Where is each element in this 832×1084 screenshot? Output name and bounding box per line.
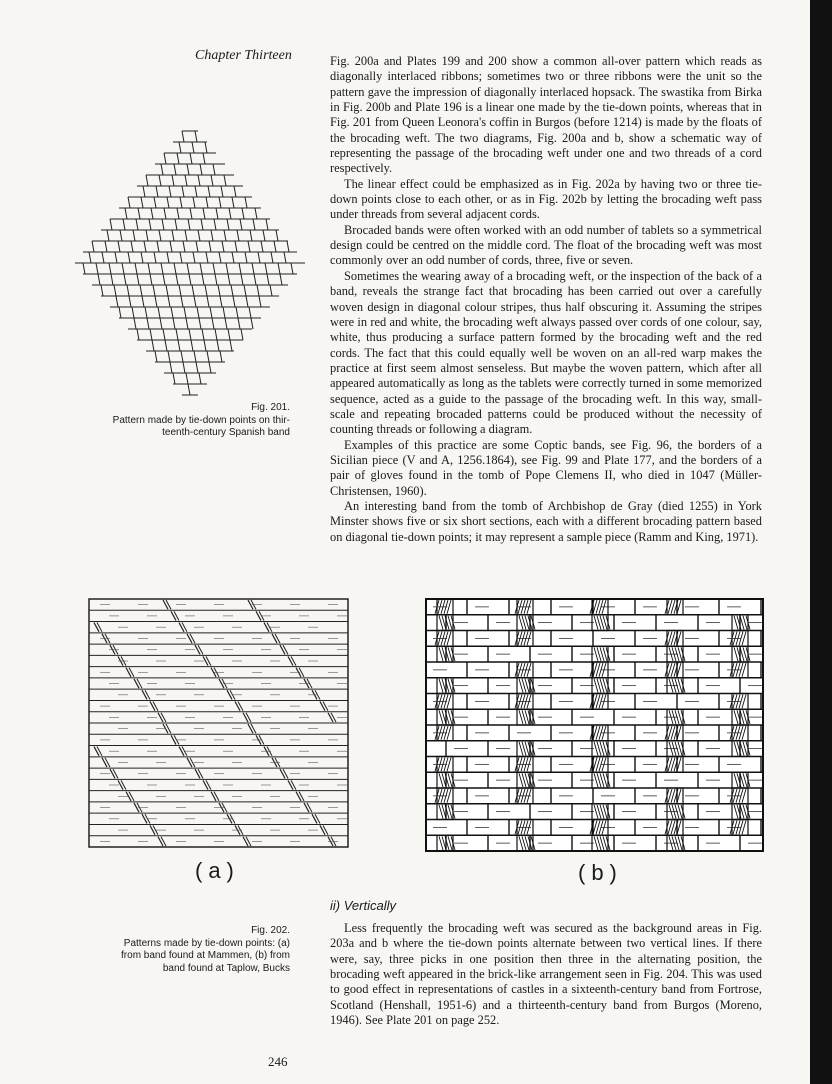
tie-down-mark bbox=[194, 351, 196, 362]
tie-down-mark bbox=[173, 373, 175, 384]
tie-down-mark bbox=[187, 164, 189, 175]
tie-down-mark bbox=[246, 296, 248, 307]
tie-down-mark bbox=[142, 296, 144, 307]
tie-down-mark bbox=[263, 230, 265, 241]
tie-down-mark bbox=[115, 252, 117, 263]
tie-down-mark bbox=[174, 164, 176, 175]
tie-down-mark bbox=[169, 186, 171, 197]
tie-down-mark bbox=[159, 230, 161, 241]
tie-down-mark bbox=[171, 307, 173, 318]
tie-down-mark bbox=[232, 197, 234, 208]
tie-down-mark bbox=[252, 263, 254, 274]
tie-down-mark bbox=[137, 274, 139, 285]
tie-down-mark bbox=[161, 164, 163, 175]
tie-down-mark bbox=[157, 241, 159, 252]
figure-202a-label: (a) bbox=[195, 858, 240, 883]
tie-down-mark bbox=[212, 318, 214, 329]
figure-201-caption: Fig. 201. Pattern made by tie-down points on thir- teenth-century Spanish band bbox=[112, 402, 290, 438]
tie-down-mark bbox=[193, 252, 195, 263]
paragraph: The linear effect could be emphasized as in Fig. 202a by having two or three tie-down points close to each other, or as in Fig. 202b by letting the brocading weft pass under threads from several adjacent cords. bbox=[330, 176, 762, 222]
tie-down-mark bbox=[245, 197, 247, 208]
tie-down-mark bbox=[83, 263, 85, 274]
tie-down-mark bbox=[153, 285, 155, 296]
tie-down-mark bbox=[265, 263, 267, 274]
figure-202b-pattern bbox=[425, 598, 765, 854]
tie-down-mark bbox=[271, 252, 273, 263]
tie-down-mark bbox=[202, 274, 204, 285]
tie-down-mark bbox=[218, 285, 220, 296]
tie-down-mark bbox=[190, 208, 192, 219]
tie-down-mark bbox=[241, 329, 243, 340]
tie-down-mark bbox=[198, 230, 200, 241]
tie-down-mark bbox=[235, 241, 237, 252]
tie-down-mark bbox=[203, 153, 205, 164]
tie-down-mark bbox=[291, 263, 293, 274]
paragraph: Examples of this practice are some Coptic bands, see Fig. 96, the borders of a Sicilian piece (V and A, 1256.1864), see Fig. 99 and Plate 177, and the borders of a pair of gloves found in the tomb of Pope Clemens II, who died in 1047 (Müller-Christensen, 1960). bbox=[330, 437, 762, 498]
tie-down-mark bbox=[196, 241, 198, 252]
tie-down-mark bbox=[129, 296, 131, 307]
tie-down-mark bbox=[134, 318, 136, 329]
tie-down-mark bbox=[205, 285, 207, 296]
tie-down-mark bbox=[230, 340, 232, 351]
tie-down-mark bbox=[207, 351, 209, 362]
tie-down-mark bbox=[199, 373, 201, 384]
tie-down-mark bbox=[216, 208, 218, 219]
tie-down-mark bbox=[228, 329, 230, 340]
tie-down-mark bbox=[109, 263, 111, 274]
figure-202a-pattern bbox=[88, 598, 350, 850]
tie-down-mark bbox=[184, 307, 186, 318]
tie-down-mark bbox=[164, 153, 166, 164]
tie-down-mark bbox=[267, 274, 269, 285]
tie-down-mark bbox=[176, 329, 178, 340]
tie-down-mark bbox=[136, 219, 138, 230]
tie-down-mark bbox=[124, 274, 126, 285]
tie-down-mark bbox=[224, 175, 226, 186]
tie-down-mark bbox=[205, 142, 207, 153]
tie-down-mark bbox=[195, 186, 197, 197]
tie-down-mark bbox=[168, 296, 170, 307]
tie-down-mark bbox=[228, 274, 230, 285]
tie-down-mark bbox=[170, 362, 172, 373]
tie-down-mark bbox=[151, 208, 153, 219]
tie-down-mark bbox=[155, 351, 157, 362]
tie-down-mark bbox=[137, 329, 139, 340]
tie-down-mark bbox=[259, 296, 261, 307]
tie-down-mark bbox=[193, 197, 195, 208]
tie-down-mark bbox=[234, 186, 236, 197]
tie-down-mark bbox=[163, 274, 165, 285]
tie-down-mark bbox=[116, 296, 118, 307]
tie-down-mark bbox=[191, 340, 193, 351]
tie-down-mark bbox=[138, 208, 140, 219]
tie-down-mark bbox=[182, 186, 184, 197]
tie-down-mark bbox=[181, 351, 183, 362]
tie-down-mark bbox=[197, 307, 199, 318]
figure-202b-label: (b) bbox=[578, 860, 623, 885]
tie-down-mark bbox=[183, 241, 185, 252]
tie-down-mark bbox=[198, 175, 200, 186]
tie-down-mark bbox=[220, 351, 222, 362]
tie-down-mark bbox=[219, 197, 221, 208]
tie-down-mark bbox=[270, 285, 272, 296]
tie-down-mark bbox=[192, 285, 194, 296]
tie-down-mark bbox=[186, 318, 188, 329]
tie-down-mark bbox=[231, 285, 233, 296]
paragraph: An interesting band from the tomb of Archbishop de Gray (died 1255) in York Minster shows five or six short sections, each with a different brocading pattern based on diagonal tie-down points; it may represent a sample piece (Ramm and King, 1971). bbox=[330, 498, 762, 544]
tie-down-mark bbox=[211, 175, 213, 186]
tie-down-mark bbox=[144, 241, 146, 252]
tie-down-mark bbox=[182, 131, 184, 142]
tie-down-mark bbox=[127, 285, 129, 296]
tie-down-mark bbox=[141, 197, 143, 208]
tie-down-mark bbox=[215, 274, 217, 285]
tie-down-mark bbox=[135, 263, 137, 274]
tie-down-mark bbox=[161, 263, 163, 274]
figure-201-diamond-pattern bbox=[75, 125, 305, 400]
tie-down-mark bbox=[125, 208, 127, 219]
tie-down-mark bbox=[202, 329, 204, 340]
tie-down-mark bbox=[261, 241, 263, 252]
tie-down-mark bbox=[225, 318, 227, 329]
tie-down-mark bbox=[239, 263, 241, 274]
tie-down-mark bbox=[150, 274, 152, 285]
tie-down-mark bbox=[140, 285, 142, 296]
tie-down-mark bbox=[257, 285, 259, 296]
tie-down-mark bbox=[245, 252, 247, 263]
paragraph: Sometimes the wearing away of a brocading weft, or the inspection of the back of a band, reveals the strange fact that brocading has been carried out over a carefully woven design in diagonal colour stripes, thus half obscuring it. Assuming the stripes were in red and white, the brocading weft always passed over cords of one colour, say, white, thus producing a surface pattern formed by the brocading weft and the red cords. The fact that this could equally well be woven on an all-red warp makes the practice at first seem almost senseless. But maybe the woven pattern, which after all appeared automatically as long as the tablets were correctly turned in some memorized sequence, acted as a guide to the passage of the brocading weft. In this way, small-scale and repeating brocaded patterns could be produced without the necessity of counting threads or following a diagram. bbox=[330, 268, 762, 437]
tie-down-mark bbox=[183, 362, 185, 373]
tie-down-mark bbox=[178, 340, 180, 351]
tie-down-mark bbox=[105, 241, 107, 252]
tie-down-mark bbox=[190, 153, 192, 164]
tie-down-mark bbox=[119, 307, 121, 318]
tie-down-mark bbox=[156, 186, 158, 197]
tie-down-mark bbox=[132, 307, 134, 318]
tie-down-mark bbox=[150, 329, 152, 340]
tie-down-mark bbox=[210, 307, 212, 318]
tie-down-mark bbox=[253, 219, 255, 230]
tie-down-mark bbox=[206, 197, 208, 208]
tie-down-mark bbox=[188, 219, 190, 230]
chapter-title: Chapter Thirteen bbox=[195, 48, 292, 63]
tie-down-mark bbox=[255, 208, 257, 219]
tie-down-mark bbox=[213, 164, 215, 175]
tie-down-mark bbox=[280, 274, 282, 285]
tie-down-mark bbox=[146, 175, 148, 186]
tie-down-mark bbox=[274, 241, 276, 252]
tie-down-mark bbox=[167, 197, 169, 208]
tie-down-mark bbox=[244, 285, 246, 296]
tie-down-mark bbox=[148, 263, 150, 274]
tie-down-mark bbox=[200, 164, 202, 175]
page-number: 246 bbox=[268, 1054, 288, 1069]
tie-down-mark bbox=[165, 340, 167, 351]
tie-down-mark bbox=[185, 230, 187, 241]
tie-down-mark bbox=[177, 208, 179, 219]
tie-down-mark bbox=[180, 197, 182, 208]
tie-down-mark bbox=[186, 373, 188, 384]
tie-down-mark bbox=[258, 252, 260, 263]
tie-down-mark bbox=[189, 274, 191, 285]
tie-down-mark bbox=[172, 230, 174, 241]
tie-down-mark bbox=[284, 252, 286, 263]
tie-down-mark bbox=[208, 186, 210, 197]
tie-down-mark bbox=[188, 384, 190, 395]
tie-down-mark bbox=[179, 142, 181, 153]
tie-down-mark bbox=[107, 230, 109, 241]
tie-down-mark bbox=[238, 318, 240, 329]
tie-down-mark bbox=[233, 296, 235, 307]
tie-down-mark bbox=[192, 142, 194, 153]
tie-down-mark bbox=[160, 318, 162, 329]
tie-down-mark bbox=[223, 307, 225, 318]
tie-down-mark bbox=[96, 263, 98, 274]
tie-down-mark bbox=[180, 252, 182, 263]
tie-down-mark bbox=[287, 241, 289, 252]
tie-down-mark bbox=[196, 362, 198, 373]
tie-down-mark bbox=[251, 318, 253, 329]
tie-down-mark bbox=[146, 230, 148, 241]
tie-down-mark bbox=[194, 296, 196, 307]
tie-down-mark bbox=[89, 252, 91, 263]
tie-down-mark bbox=[242, 208, 244, 219]
tie-down-mark bbox=[248, 241, 250, 252]
tie-down-mark bbox=[128, 252, 130, 263]
tie-down-mark bbox=[240, 219, 242, 230]
tie-down-mark bbox=[167, 252, 169, 263]
tie-down-mark bbox=[278, 263, 280, 274]
tie-down-mark bbox=[221, 186, 223, 197]
tie-down-mark bbox=[114, 285, 116, 296]
tie-down-mark bbox=[143, 186, 145, 197]
tie-down-mark bbox=[110, 219, 112, 230]
tie-down-mark bbox=[122, 263, 124, 274]
tie-down-mark bbox=[229, 208, 231, 219]
tie-down-mark bbox=[187, 263, 189, 274]
paragraph: Fig. 200a and Plates 199 and 200 show a common all-over pattern which reads as diagonally interlaced ribbons; sometimes two or three ribbons were the unit so the pattern gave the impression of diagonally interlaced hopsack. The swastika from Birka in Fig. 200b and Plate 196 is a linear one made by the tie-down points, whereas that in Fig. 201 from Queen Leonora's coffin in Burgos (before 1214) is made by the floats of the brocading weft. The two diagrams, Fig. 200a and b, show a schematic way of representing the passage of the brocading weft under one and two threads of a cord respectively. bbox=[330, 54, 762, 176]
tie-down-mark bbox=[98, 274, 100, 285]
tie-down-mark bbox=[101, 285, 103, 296]
tie-down-mark bbox=[152, 340, 154, 351]
tie-down-mark bbox=[266, 219, 268, 230]
tie-down-mark bbox=[120, 230, 122, 241]
tie-down-mark bbox=[173, 318, 175, 329]
tie-down-mark bbox=[189, 329, 191, 340]
tie-down-mark bbox=[162, 219, 164, 230]
tie-down-mark bbox=[133, 230, 135, 241]
tie-down-mark bbox=[254, 274, 256, 285]
tie-down-mark bbox=[154, 197, 156, 208]
tie-down-mark bbox=[236, 307, 238, 318]
tie-down-mark bbox=[185, 175, 187, 186]
tie-down-mark bbox=[168, 351, 170, 362]
tie-down-mark bbox=[209, 241, 211, 252]
tie-down-mark bbox=[145, 307, 147, 318]
tie-down-mark bbox=[177, 153, 179, 164]
tie-down-mark bbox=[219, 252, 221, 263]
tie-down-mark bbox=[172, 175, 174, 186]
tie-down-mark bbox=[249, 307, 251, 318]
tie-down-mark bbox=[111, 274, 113, 285]
tie-down-mark bbox=[215, 329, 217, 340]
tie-down-mark bbox=[206, 252, 208, 263]
tie-down-mark bbox=[203, 208, 205, 219]
tie-down-mark bbox=[158, 307, 160, 318]
tie-down-mark bbox=[214, 219, 216, 230]
tie-down-mark bbox=[224, 230, 226, 241]
tie-down-mark bbox=[213, 263, 215, 274]
tie-down-mark bbox=[250, 230, 252, 241]
tie-down-mark bbox=[209, 362, 211, 373]
section-subheading: ii) Vertically bbox=[330, 898, 396, 913]
body-text-top bbox=[330, 54, 762, 545]
tie-down-mark bbox=[207, 296, 209, 307]
tie-down-mark bbox=[141, 252, 143, 263]
tie-down-mark bbox=[195, 131, 197, 142]
tie-down-mark bbox=[163, 329, 165, 340]
tie-down-mark bbox=[222, 241, 224, 252]
tie-down-mark bbox=[154, 252, 156, 263]
tie-down-mark bbox=[164, 208, 166, 219]
tie-down-mark bbox=[128, 197, 130, 208]
paragraph: Brocaded bands were often worked with an odd number of tablets so a symmetrical design could be centred on the middle cord. The float of the brocading weft was most commonly over an odd number of cords, three, five or seven. bbox=[330, 222, 762, 268]
tie-down-mark bbox=[227, 219, 229, 230]
tie-down-mark bbox=[220, 296, 222, 307]
figure-202-caption: Fig. 202. Patterns made by tie-down points: (a) from band found at Mammen, (b) from band found at Taplow, Bucks bbox=[121, 925, 290, 974]
tie-down-mark bbox=[123, 219, 125, 230]
tie-down-mark bbox=[118, 241, 120, 252]
tie-down-mark bbox=[200, 263, 202, 274]
tie-down-mark bbox=[226, 263, 228, 274]
tie-down-mark bbox=[276, 230, 278, 241]
tie-down-mark bbox=[217, 340, 219, 351]
tie-down-mark bbox=[204, 340, 206, 351]
tie-down-mark bbox=[241, 274, 243, 285]
body-text-bottom bbox=[330, 921, 762, 1028]
tie-down-mark bbox=[92, 241, 94, 252]
tie-down-mark bbox=[175, 219, 177, 230]
tie-down-mark bbox=[174, 263, 176, 274]
tie-down-mark bbox=[211, 230, 213, 241]
tie-down-mark bbox=[166, 285, 168, 296]
tie-down-mark bbox=[170, 241, 172, 252]
tie-down-mark bbox=[201, 219, 203, 230]
tie-down-mark bbox=[155, 296, 157, 307]
tie-down-mark bbox=[232, 252, 234, 263]
tie-down-mark bbox=[102, 252, 104, 263]
tie-down-mark bbox=[176, 274, 178, 285]
tie-down-mark bbox=[147, 318, 149, 329]
tie-down-mark bbox=[237, 230, 239, 241]
tie-down-mark bbox=[179, 285, 181, 296]
tie-down-mark bbox=[199, 318, 201, 329]
scan-edge bbox=[810, 0, 832, 1084]
tie-down-mark bbox=[159, 175, 161, 186]
tie-down-mark bbox=[181, 296, 183, 307]
tie-down-mark bbox=[131, 241, 133, 252]
tie-down-mark bbox=[149, 219, 151, 230]
paragraph: Less frequently the brocading weft was secured as the background areas in Fig. 203a and b where the tie-down points alternate between two vertical lines. If there were, say, three picks in one position then three in the alternating position, the brocading weft appeared in the brick-like arrangement seen in Fig. 204. This was used to good effect in representations of castles in a sixteenth-century band from Fortrose, Scotland (Henshall, 1951-6) and a thirteenth-century band from Burgos (Moreno, 1946). See Plate 201 on page 252. bbox=[330, 921, 762, 1028]
